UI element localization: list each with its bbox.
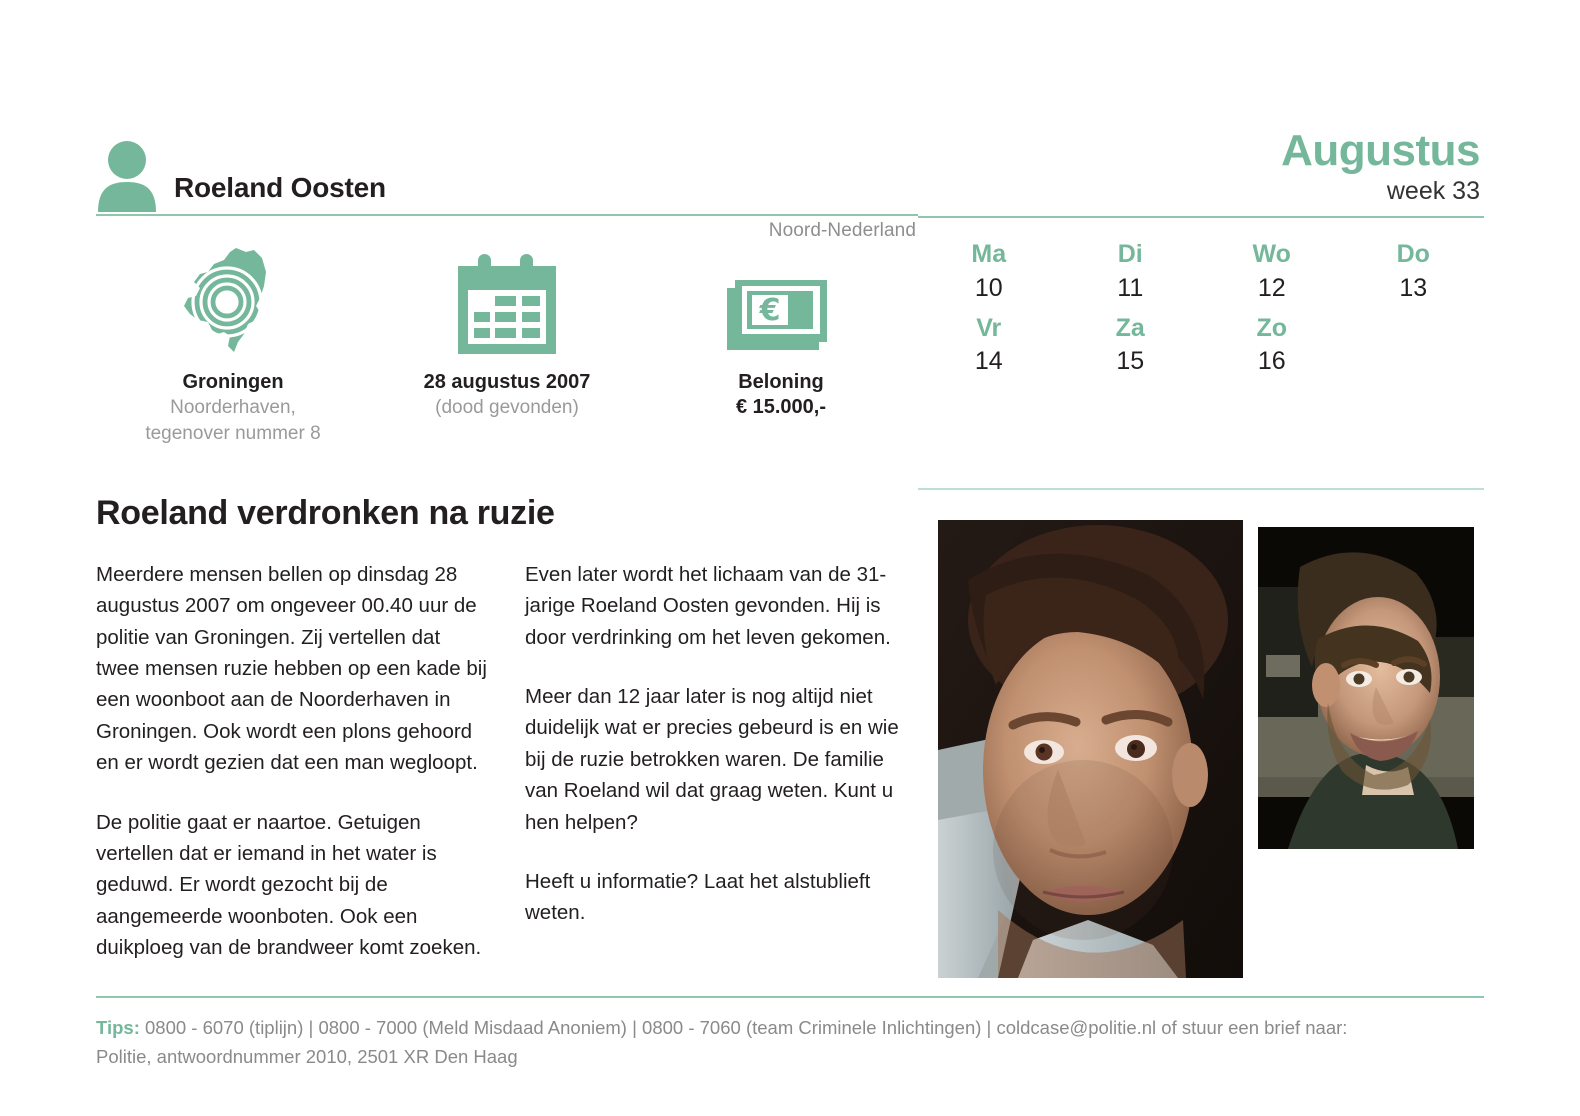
region-label: Noord-Nederland — [768, 220, 916, 241]
footer-section — [96, 996, 1484, 1071]
article-paragraph: Meerdere mensen bellen op dinsdag 28 augustus 2007 om ongeveer 00.40 uur de politie van Groningen. Zij vertellen dat twee mensen ruzie hebben op een kade bij een woonboot aan de Noorderhaven in Groningen. Ook wordt een plons gehoord en er wordt gezien dat een man wegloopt. — [96, 563, 487, 775]
calendar-day: 12 — [1257, 273, 1286, 302]
article-column-right — [525, 559, 918, 963]
fact-reward — [644, 246, 918, 446]
article-paragraph: De politie gaat er naartoe. Getuigen vertellen dat er iemand in het water is geduwd. Er wordt gezocht bij de aangemeerde woonboten. Ook een duikploeg van de brandweer komt zoeken. — [96, 810, 482, 959]
calendar-dow: Za — [1115, 313, 1145, 342]
tips-line-2: Politie, antwoordnummer 2010, 2501 XR Den Haag — [96, 1045, 518, 1067]
calendar-dow: Vr — [976, 313, 1002, 342]
victim-photo-inset — [1251, 520, 1481, 856]
article-paragraph: Even later wordt het lichaam van de 31-jarige Roeland Oosten gevonden. Hij is door verdrinking om het leven gekomen. — [525, 563, 891, 649]
victim-photo-main — [938, 520, 1243, 978]
svg-text:€: € — [759, 293, 781, 328]
tips-label: Tips: — [96, 1017, 140, 1038]
article-paragraph: Heeft u informatie? Laat het alstublieft weten. — [525, 869, 871, 925]
calendar-dow: Do — [1396, 240, 1430, 269]
calendar-dow: Ma — [971, 240, 1007, 269]
fact-reward-title: Beloning — [738, 371, 824, 393]
fact-date — [370, 246, 644, 446]
article-column-left — [96, 559, 489, 963]
page-title: Roeland verdronken na ruzie — [96, 494, 555, 532]
calendar-month: Augustus — [1281, 126, 1480, 175]
calendar-day: 15 — [1116, 347, 1145, 376]
netherlands-map-pin-icon — [96, 246, 370, 356]
calendar-icon — [370, 246, 644, 356]
top-section — [96, 128, 1484, 488]
tips-text — [96, 1014, 1484, 1071]
calendar-day: 10 — [974, 273, 1003, 302]
calendar-dow: Zo — [1256, 313, 1288, 342]
victim-header — [96, 128, 918, 214]
article-paragraph: Meer dan 12 jaar later is nog altijd niet duidelijk wat er precies gebeurd is en wie bij de ruzie betrokken waren. De familie van Roeland wil dat graag weten. Kunt u hen helpen? — [525, 685, 899, 834]
tips-line-1: 0800 - 6070 (tiplijn) | 0800 - 7000 (Meld Misdaad Anoniem) | 0800 - 7060 (team Criminele Inlichtingen) | coldcase@politie.nl of stuur een brief naar: — [139, 1017, 1348, 1038]
fact-location — [96, 246, 370, 446]
calendar-day: 16 — [1257, 347, 1286, 376]
calendar-day: 14 — [974, 347, 1003, 376]
person-avatar-icon — [96, 140, 158, 212]
calendar-cell — [1060, 312, 1202, 380]
calendar-cell-empty — [1343, 312, 1485, 380]
fact-location-sub-1: Noorderhaven, — [170, 397, 296, 418]
case-summary-panel — [96, 128, 918, 488]
facts-row — [96, 246, 918, 446]
victim-name: Roeland Oosten — [174, 172, 386, 203]
fact-location-title: Groningen — [182, 371, 284, 393]
calendar-cell — [918, 238, 1060, 306]
victim-photos — [938, 520, 1478, 980]
calendar-cell — [1343, 238, 1485, 306]
calendar-bottom-divider — [918, 488, 1484, 490]
calendar-grid — [918, 238, 1484, 379]
calendar-cell — [1060, 238, 1202, 306]
article-section — [96, 494, 918, 963]
fact-date-title: 28 augustus 2007 — [423, 371, 591, 393]
fact-reward-amount: € 15.000,- — [735, 396, 827, 418]
calendar-cell — [918, 312, 1060, 380]
calendar-cell — [1201, 312, 1343, 380]
calendar-panel — [918, 128, 1484, 488]
calendar-cell — [1201, 238, 1343, 306]
calendar-divider — [918, 216, 1484, 218]
fact-date-sub-1: (dood gevonden) — [435, 397, 579, 418]
footer-divider — [96, 996, 1484, 998]
calendar-day: 11 — [1117, 273, 1144, 302]
calendar-header — [918, 128, 1484, 206]
calendar-week: week 33 — [1386, 177, 1480, 206]
calendar-dow: Di — [1117, 240, 1143, 269]
fact-location-sub-2: tegenover nummer 8 — [145, 422, 321, 444]
article-columns — [96, 559, 918, 963]
calendar-dow: Wo — [1252, 240, 1291, 269]
calendar-day: 13 — [1399, 273, 1428, 302]
banknotes-euro-icon — [644, 246, 918, 356]
